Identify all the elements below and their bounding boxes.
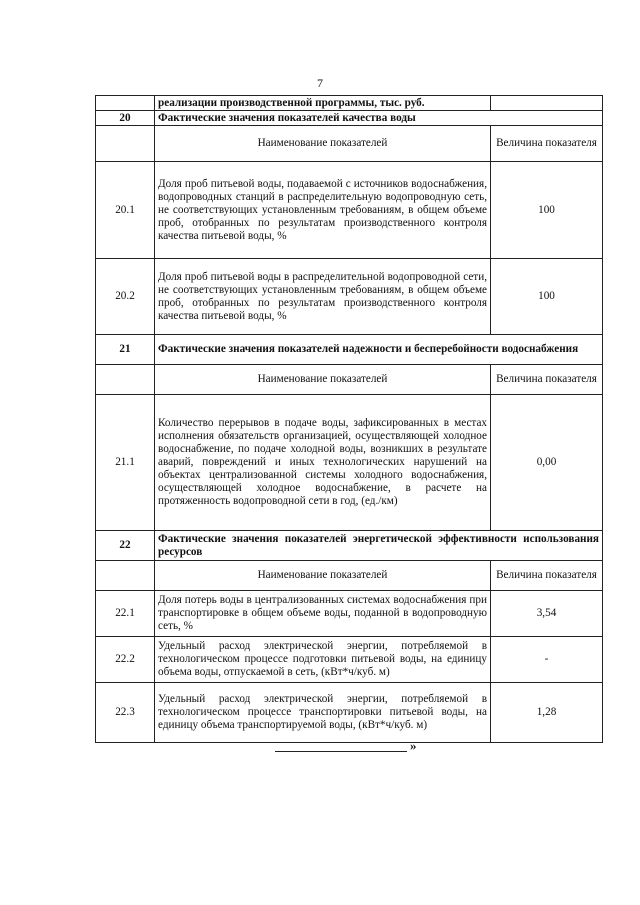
row-text: Доля проб питьевой воды в распределительной водопроводной сети, не соответствующих установленным требованиям, в общем объеме проб, отобранных по результатам производственного контроля качества питьевой воды, % xyxy=(155,259,491,335)
section-header-row xyxy=(96,531,603,561)
closing-signature-line xyxy=(275,740,420,754)
column-header-name: Наименование показателей xyxy=(155,126,491,162)
section-title: Фактические значения показателей надежности и бесперебойности водоснабжения xyxy=(155,335,603,365)
section-number: 21 xyxy=(96,335,155,365)
row-text: Количество перерывов в подаче воды, зафиксированных в местах исполнения обязательств организацией, осуществляющей холодное водоснабжение, по подаче холодной воды, возникших в результате аварий, повреждений и иных технологических нарушений на объектах централизованной системы холодного водоснабжения, осуществляющей холодное водоснабжение, в расчете на протяженность водопроводной сети в год, (ед./км) xyxy=(155,395,491,531)
section-number: 22 xyxy=(96,531,155,561)
row-number: 22.1 xyxy=(96,591,155,637)
table-row xyxy=(96,683,603,743)
row-number: 22.3 xyxy=(96,683,155,743)
column-header-row xyxy=(96,561,603,591)
column-header-row xyxy=(96,365,603,395)
table-row xyxy=(96,591,603,637)
section-number: 20 xyxy=(96,111,155,126)
column-header-value: Величина показателя xyxy=(491,365,603,395)
table-row xyxy=(96,259,603,335)
row-number: 21.1 xyxy=(96,395,155,531)
column-header-row xyxy=(96,126,603,162)
section-title: Фактические значения показателей энергетической эффективности использования ресурсов xyxy=(155,531,603,561)
column-header-value: Величина показателя xyxy=(491,561,603,591)
column-header-value: Величина показателя xyxy=(491,126,603,162)
row-text: Удельный расход электрической энергии, потребляемой в технологическом процессе подготовки питьевой воды, на единицу объема воды, отпускаемой в сеть, (кВт*ч/куб. м) xyxy=(155,637,491,683)
row-value: - xyxy=(491,637,603,683)
page-number: 7 xyxy=(317,76,323,90)
row-value: 3,54 xyxy=(491,591,603,637)
row-value: 1,28 xyxy=(491,683,603,743)
cell-text: реализации производственной программы, тыс. руб. xyxy=(155,96,491,111)
underline xyxy=(275,751,407,752)
row-text: Доля проб питьевой воды, подаваемой с источников водоснабжения, водопроводных станций в распределительную водопроводную сеть, не соответствующих установленным требованиям, в общем объеме проб, отобранных по результатам производственного контроля качества питьевой воды, % xyxy=(155,162,491,259)
row-number: 20.1 xyxy=(96,162,155,259)
section-title: Фактические значения показателей качества воды xyxy=(155,111,603,126)
table-row xyxy=(96,395,603,531)
table-row xyxy=(96,637,603,683)
section-header-row xyxy=(96,335,603,365)
row-text: Удельный расход электрической энергии, потребляемой в технологическом процессе транспортировки питьевой воды, на единицу объема транспортируемой воды, (кВт*ч/куб. м) xyxy=(155,683,491,743)
table-row xyxy=(96,162,603,259)
column-header-name: Наименование показателей xyxy=(155,561,491,591)
indicators-table xyxy=(95,95,603,743)
column-header-name: Наименование показателей xyxy=(155,365,491,395)
row-value: 100 xyxy=(491,162,603,259)
closing-quote: » xyxy=(410,738,417,753)
section-header-row xyxy=(96,111,603,126)
row-number: 20.2 xyxy=(96,259,155,335)
row-text: Доля потерь воды в централизованных системах водоснабжения при транспортировке в общем объеме воды, поданной в водопроводную сеть, % xyxy=(155,591,491,637)
row-value: 0,00 xyxy=(491,395,603,531)
table-row xyxy=(96,96,603,111)
row-value: 100 xyxy=(491,259,603,335)
row-number: 22.2 xyxy=(96,637,155,683)
